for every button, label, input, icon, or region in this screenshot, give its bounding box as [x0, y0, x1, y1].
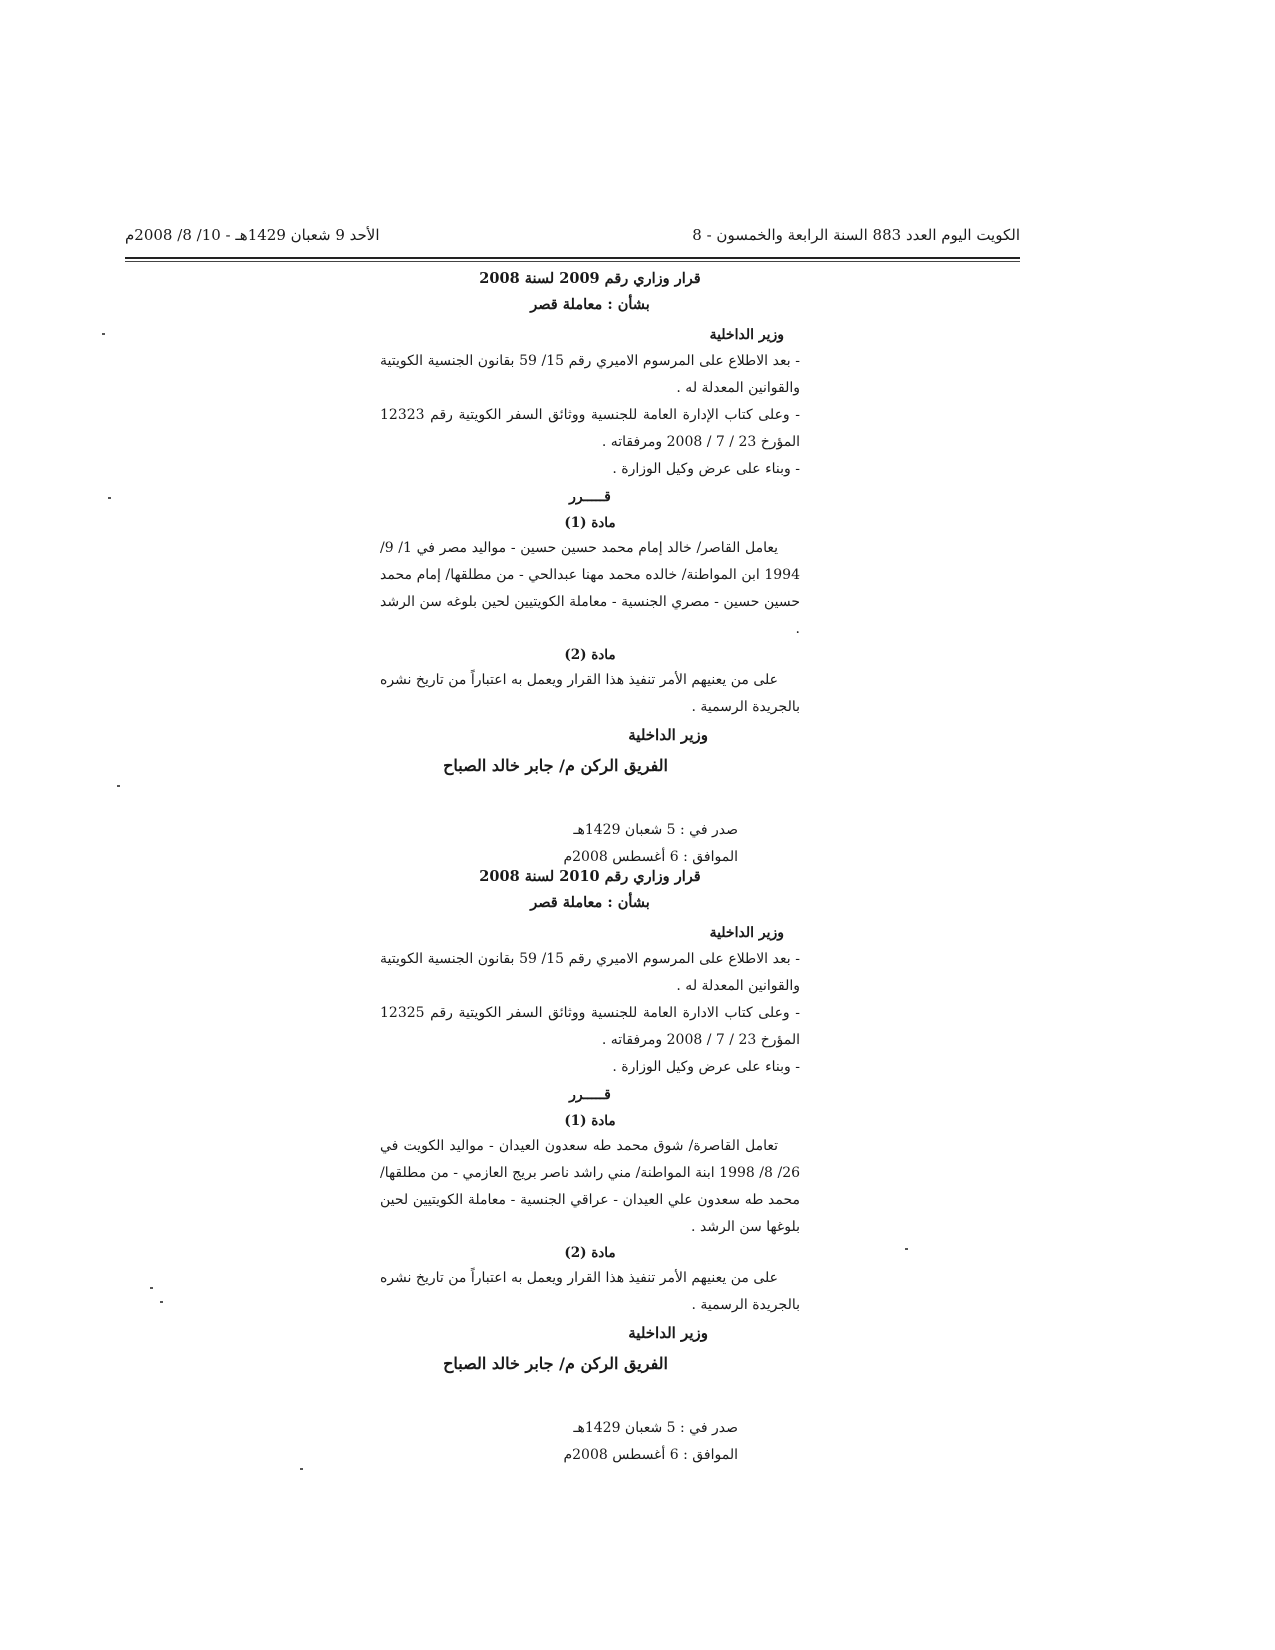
article-1-text: يعامل القاصر/ خالد إمام محمد حسين حسين - مواليد مصر في 1/ 9/ 1994 ابن المواطنة/ خالده محمد مهنا عبدالحي - من مطلقها/ إمام محمد حسين حسين - مصري الجنسية - معاملة الكويتيين لحين بلوغه سن الرشد .	[380, 540, 800, 637]
article-1-label: مادة (1)	[564, 515, 616, 531]
scan-speck	[150, 1287, 153, 1289]
signature-title: وزير الداخلية	[628, 726, 708, 744]
preamble-paragraph: - بعد الاطلاع على المرسوم الاميري رقم 15/ 59 بقانون الجنسية الكويتية والقوانين المعدلة له .	[380, 353, 800, 396]
decree-subject: بشأن : معاملة قصر	[530, 296, 650, 313]
scan-speck	[300, 1468, 303, 1470]
preamble-paragraph: - بعد الاطلاع على المرسوم الاميري رقم 15/ 59 بقانون الجنسية الكويتية والقوانين المعدلة له .	[380, 951, 800, 994]
decree-title: قرار وزاري رقم 2009 لسنة 2008	[479, 270, 701, 287]
issue-date-block	[380, 817, 800, 871]
article-2-label: مادة (2)	[564, 647, 616, 663]
signature-name: الفريق الركن م/ جابر خالد الصباح	[443, 1354, 668, 1373]
decree-subject: بشأن : معاملة قصر	[530, 894, 650, 911]
gazette-issue-info: الكويت اليوم العدد 883 السنة الرابعة والخمسون - 8	[692, 226, 1020, 244]
preamble-paragraph: - وبناء على عرض وكيل الوزارة .	[612, 1059, 800, 1075]
issued-gregorian: الموافق : 6 أغسطس 2008م	[563, 849, 738, 865]
issue-date-block	[380, 1415, 800, 1469]
decided-heading: قـــــرر	[569, 1087, 611, 1103]
decree-2010	[380, 864, 800, 1469]
article-2-label: مادة (2)	[564, 1245, 616, 1261]
decided-heading: قـــــرر	[569, 489, 611, 505]
decree-2009	[380, 266, 800, 871]
scan-speck	[102, 333, 105, 335]
decree-minister-heading: وزير الداخلية	[709, 925, 784, 941]
signature-name: الفريق الركن م/ جابر خالد الصباح	[443, 756, 668, 775]
article-1-text: تعامل القاصرة/ شوق محمد طه سعدون العيدان - مواليد الكويت في 26/ 8/ 1998 ابنة المواطنة/ مني راشد ناصر بريج العازمي - من مطلقها/ محمد طه سعدون علي العيدان - عراقي الجنسية - معاملة الكويتيين لحين بلوغها سن الرشد .	[380, 1138, 801, 1235]
decree-title: قرار وزاري رقم 2010 لسنة 2008	[479, 868, 701, 885]
page-header	[125, 226, 1020, 256]
gazette-date: الأحد 9 شعبان 1429هـ - 10/ 8/ 2008م	[125, 226, 380, 244]
signature-title: وزير الداخلية	[628, 1324, 708, 1342]
scan-speck	[905, 1248, 908, 1250]
article-2-text: على من يعنيهم الأمر تنفيذ هذا القرار ويعمل به اعتباراً من تاريخ نشره بالجريدة الرسمية .	[380, 672, 800, 715]
issued-hijri: صدر في : 5 شعبان 1429هـ	[573, 822, 738, 838]
preamble-paragraph: - وعلى كتاب الادارة العامة للجنسية ووثائق السفر الكويتية رقم 12325 المؤرخ 23 / 7 / 2008 ومرفقاته .	[380, 1005, 800, 1048]
header-rule-thin	[125, 261, 1020, 262]
scan-speck	[117, 785, 120, 787]
header-rule	[125, 257, 1020, 259]
scan-speck	[108, 497, 111, 499]
preamble-paragraph: - وعلى كتاب الإدارة العامة للجنسية ووثائق السفر الكويتية رقم 12323 المؤرخ 23 / 7 / 2008 ومرفقاته .	[380, 407, 800, 450]
article-1-label: مادة (1)	[564, 1113, 616, 1129]
scan-speck	[160, 1301, 163, 1303]
decree-minister-heading: وزير الداخلية	[709, 327, 784, 343]
preamble-paragraph: - وبناء على عرض وكيل الوزارة .	[612, 461, 800, 477]
article-2-text: على من يعنيهم الأمر تنفيذ هذا القرار ويعمل به اعتباراً من تاريخ نشره بالجريدة الرسمية .	[380, 1270, 800, 1313]
issued-gregorian: الموافق : 6 أغسطس 2008م	[563, 1447, 738, 1463]
issued-hijri: صدر في : 5 شعبان 1429هـ	[573, 1420, 738, 1436]
